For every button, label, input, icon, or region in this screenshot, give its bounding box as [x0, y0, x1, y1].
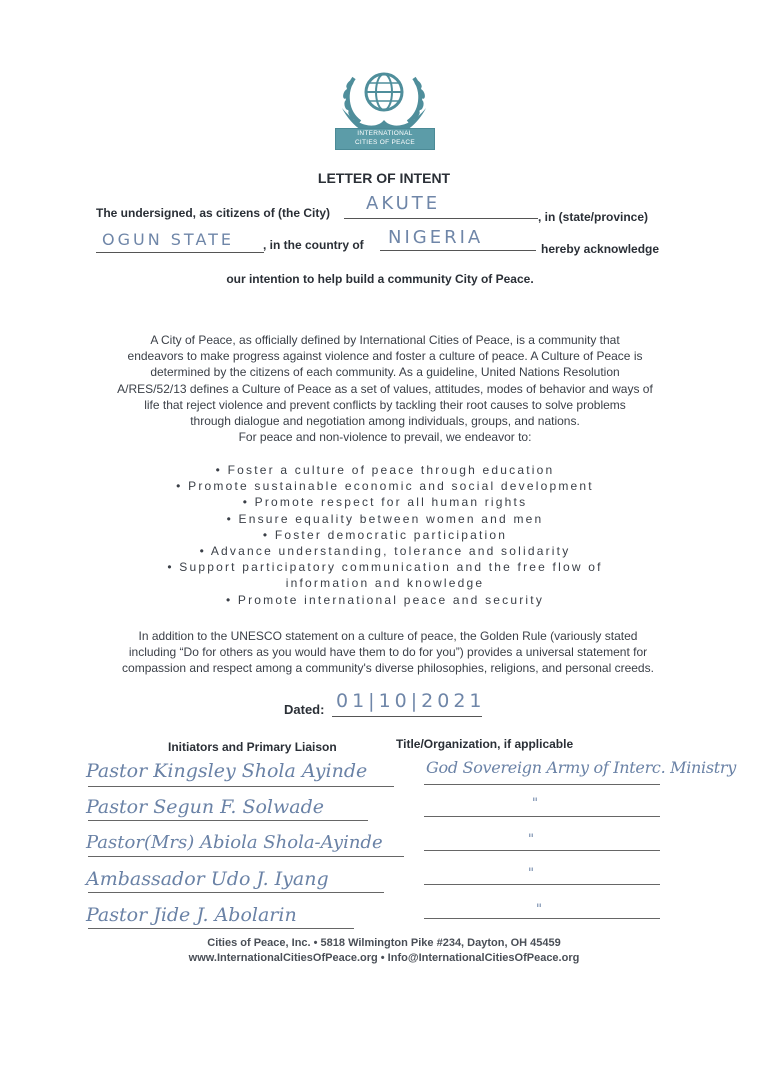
principle-item: • Promote sustainable economic and social development [60, 478, 710, 494]
name-line [88, 820, 368, 821]
signatory-name: Pastor Kingsley Shola Ayinde [86, 760, 368, 782]
principle-item: • Advance understanding, tolerance and solidarity [60, 543, 710, 559]
unesco-paragraph [78, 628, 698, 676]
name-line [88, 892, 384, 893]
principle-item: • Promote respect for all human rights [60, 494, 710, 510]
signatory-org: " [536, 902, 542, 917]
form-line2-mid: , in the country of [263, 238, 364, 252]
initiators-header: Initiators and Primary Liaison [168, 740, 337, 754]
signatory-org: " [528, 866, 534, 881]
signatory-org: " [528, 832, 534, 847]
logo-caption-line2: CITIES OF PEACE [354, 139, 416, 146]
city-blank [344, 218, 538, 219]
signatory-name: Pastor(Mrs) Abiola Shola-Ayinde [86, 832, 383, 853]
form-line1-prefix: The undersigned, as citizens of (the City) [96, 206, 331, 220]
footer-web: www.InternationalCitiesOfPeace.org • Info@InternationalCitiesOfPeace.org [188, 952, 580, 964]
principle-item: • Foster a culture of peace through education [60, 462, 710, 478]
paragraph-line: endeavors to make progress against violence and foster a culture of peace. A Culture of Peace is [127, 349, 643, 364]
date-blank [332, 716, 482, 717]
unesco-line: In addition to the UNESCO statement on a culture of peace, the Golden Rule (variously stated [138, 629, 638, 643]
state-blank [96, 252, 264, 253]
dated-label: Dated: [284, 702, 325, 717]
org-line [424, 816, 660, 817]
name-line [88, 928, 354, 929]
org-line [424, 918, 660, 919]
paragraph-line: A/RES/52/13 defines a Culture of Peace as a set of values, attitudes, modes of behavior and ways of [117, 381, 653, 396]
signatory-name: Ambassador Udo J. Iyang [86, 868, 329, 890]
city-value: AKUTE [366, 193, 441, 214]
paragraph-line: A City of Peace, as officially defined by International Cities of Peace, is a community that [150, 333, 620, 347]
footer-address: Cities of Peace, Inc. • 5818 Wilmington Pike #234, Dayton, OH 45459 [207, 937, 561, 949]
principle-item: • Ensure equality between women and men [60, 511, 710, 527]
org-line [424, 784, 660, 785]
signatory-name: Pastor Segun F. Solwade [86, 796, 324, 818]
org-line [424, 850, 660, 851]
paragraph-line: determined by the citizens of each community. As a guideline, United Nations Resolution [150, 365, 620, 380]
principle-item: • Foster democratic participation [60, 527, 710, 543]
form-line1-suffix: , in (state/province) [538, 210, 649, 224]
name-line [88, 786, 394, 787]
name-line [88, 856, 404, 857]
principles-list [60, 462, 710, 608]
principle-item-continued: information and knowledge [285, 576, 485, 591]
form-line2-suffix: hereby acknowledge [541, 242, 660, 256]
signatory-org: God Sovereign Army of Interc. Ministry [426, 758, 737, 777]
logo-caption-line1: INTERNATIONAL [357, 130, 413, 137]
paragraph-line: life that reject violence and prevent conflicts by tackling their root causes to solve problems [144, 397, 626, 412]
signatories-table [84, 756, 744, 936]
unesco-line: including “Do for others as you would have them to do for you”) provides a universal statement for [128, 645, 648, 659]
title-org-header: Title/Organization, if applicable [396, 737, 574, 751]
principle-item: • Support participatory communication and the free flow of [60, 559, 710, 575]
country-blank [380, 250, 536, 251]
signatory-name: Pastor Jide J. Abolarin [86, 904, 297, 926]
form-line3: our intention to help build a community City of Peace. [226, 272, 534, 286]
principle-item: • Promote international peace and security [60, 592, 710, 608]
signatory-org: " [532, 796, 538, 811]
dated-value: 01|10|2021 [336, 690, 486, 712]
country-value: NIGERIA [388, 227, 484, 248]
logo-caption [335, 128, 435, 150]
org-line [424, 884, 660, 885]
unesco-line: compassion and respect among a community's diverse philosophies, religions, and personal creeds. [122, 661, 654, 675]
paragraph-line: through dialogue and negotiation among individuals, groups, and nations. [190, 414, 580, 429]
paragraph-line: For peace and non-violence to prevail, we endeavor to: [238, 430, 532, 445]
state-value: OGUN STATE [102, 230, 235, 249]
document-title: LETTER OF INTENT [317, 170, 451, 186]
definition-paragraph [70, 332, 700, 445]
